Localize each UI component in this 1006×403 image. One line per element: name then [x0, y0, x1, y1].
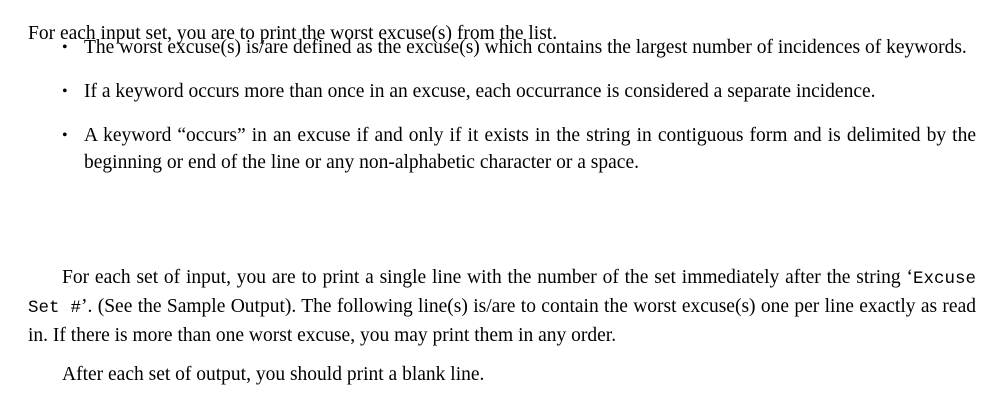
list-item-text: If a keyword occurs more than once in an excuse, each occurrance is considered a separate incidence.: [84, 81, 876, 102]
list-item: [58, 122, 976, 176]
list-item-text: The worst excuse(s) is/are defined as the excuse(s) which contains the largest number of incidences of keywords.: [84, 37, 967, 58]
bullet-icon: •: [62, 127, 68, 144]
output-paragraph-part-one: For each set of input, you are to print a single line with the number of the set immediately after the string ‘: [62, 266, 913, 288]
list-item-text: A keyword “occurs” in an excuse if and only if it exists in the string in contiguous form and is delimited by the beginning or end of the line or any non-alphabetic character or a space.: [84, 125, 976, 173]
output-paragraph-part-two: ’. (See the Sample Output). The following line(s) is/are to contain the worst excuse(s) one per line exactly as read in. If there is more than one worst excuse, you may print them in any order.: [28, 295, 976, 346]
code-literal-excuse-set: Excuse Set #: [28, 268, 976, 318]
output-format-paragraph: [28, 264, 976, 349]
closing-paragraph: After each set of output, you should print a blank line.: [62, 363, 485, 385]
bullet-icon: •: [62, 83, 68, 100]
intro-paragraph: For each input set, you are to print the worst excuse(s) from the list.: [28, 22, 558, 44]
list-item: [58, 78, 976, 105]
list-item: [58, 34, 976, 61]
bullet-list: [58, 34, 976, 193]
bullet-icon: •: [62, 39, 68, 56]
